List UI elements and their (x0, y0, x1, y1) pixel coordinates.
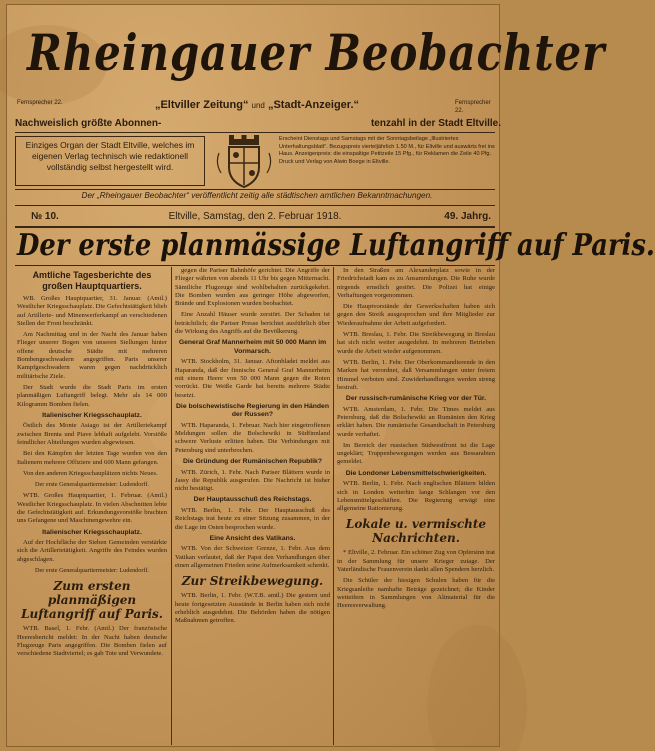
col2-heading: General Graf Mannerheim mit 50 000 Mann im Vormarsch. (178, 339, 327, 355)
col1-signature: Der erste Generalquartiermeister: Ludendorff. (35, 567, 149, 575)
col3-heading: Der russisch-rumänische Krieg vor der Tür. (345, 395, 487, 403)
proof-left: Nachweislich größte Abonnen- (15, 118, 162, 129)
col2-big-subhead: Zur Streikbewegung. (181, 574, 324, 589)
phone-left: Fernsprecher 22. (17, 100, 63, 106)
col1-heading: Amtliche Tagesberichte des großen Hauptquartiers. (32, 270, 152, 291)
col3-paragraph: Die Schüler der hiesigen Schulen haben für die Kriegsanleihe namhafte Beträge gezeichnet; die Kinder wetteifern in Sammlungen von Altmaterial für die Heeresverwaltung. (337, 577, 495, 610)
col2-heading: Die Gründung der Rumänischen Republik? (183, 458, 322, 466)
col2-paragraph: WTB. Zürich, 1. Febr. Nach Pariser Blättern wurde in Jassy die Republik ausgerufen. Die Nachricht ist bisher nicht bestätigt. (175, 468, 330, 493)
col1-paragraph: Von den anderen Kriegsschauplätzen nichts Neues. (23, 469, 158, 477)
masthead-title: Rheingauer Beobachter (27, 23, 606, 82)
column-3 (337, 267, 495, 745)
proof-right: tenzahl in der Stadt Eltville. (370, 118, 501, 129)
col2-heading: Die bolschewistische Regierung in den Händen der Russen? (176, 402, 329, 419)
col2-paragraph: WTB. Von der Schweizer Grenze, 1. Febr. Aus dem Vatikan verlautet, daß der Papst den Verhandlungen über einen allgemeinen Frieden seine Aufmerksamkeit schenkt. (175, 545, 330, 569)
col2-paragraph: WTB. Stockholm, 31. Januar. Aftonbladet meldet aus Haparanda, daß der finnische General Graf Mannerheim mit einem Heere von 50 000 Mann gegen die Roten vorrückt. Die Weiße Garde hat bereits mehrere Städte besetzt. (175, 358, 330, 399)
circulation-claim (15, 118, 501, 130)
col1-paragraph: WTB. Basel, 1. Febr. (Amtl.) Der französische Heeresbericht meldet: In der Nacht haben deutsche Flugzeuge Paris angegriffen. Die Bomben fielen auf verschiedene Stadtviertel; es gab Tote und Verwundete. (17, 625, 167, 658)
col1-paragraph: WTB. Großes Hauptquartier, 1. Februar. (Amtl.) Westlicher Kriegsschauplatz. In vielen Abschnitten lebte die Gefechtstätigkeit auf. Erkundungsvorstöße brachten uns Gefangene und Maschinengewehre ein. (17, 492, 167, 525)
rule-headline (15, 265, 495, 266)
col3-paragraph: * Eltville, 2. Februar. Ein schöner Zug von Opfersinn trat in der Sammlung für unsere Krieger zutage. Der Vaterländische Frauenverein dankt allen Spendern herzlich. (337, 549, 495, 574)
col3-paragraph: WTB. Breslau, 1. Febr. Die Streikbewegung in Breslau hat sich nicht weiter ausgedehnt. In mehreren Betrieben wurde die Arbeit wieder aufgenommen. (337, 331, 495, 355)
col3-paragraph: WTB. Amsterdam, 1. Febr. Die Times meldet aus Petersburg, daß die Bolschewiki an Rumänien den Krieg erklärt haben. Die rumänische Gesandtschaft in Petersburg wurde verhaftet. (337, 405, 495, 438)
rule-mid (15, 189, 495, 190)
main-headline: Der erste planmässige Luftangriff auf Paris. (17, 228, 655, 263)
phone-right: Fernsprecher 22. (455, 100, 491, 114)
column-separator-1 (171, 267, 172, 745)
col1-big-subhead: Zum ersten planmäßigen Luftangriff auf Paris. (21, 579, 163, 622)
col3-heading: Die Londoner Lebensmittelschwierigkeiten. (345, 469, 487, 477)
organ-box: Einziges Organ der Stadt Eltville, welches im eigenen Verlag technisch wie redaktionell vollständig selbst hergestellt wird. (15, 136, 205, 186)
col1-paragraph: Bei den Kämpfen der letzten Tage wurden von den Italienern mehrere Offiziere und 600 Mann gefangen. (17, 450, 167, 466)
official-notice-line: Der „Rheingauer Beobachter“ veröffentlicht zeitig alle städtischen amtlichen Bekanntmachungen. (81, 191, 433, 200)
col3-paragraph: WTB. Berlin, 1. Febr. Nach englischen Blättern bilden sich in London weiterhin lange Schlangen vor den Lebensmittelgeschäften. Die Regierung erwägt eine allgemeine Rationierung. (337, 480, 495, 513)
subtitle-left: „Eltviller Zeitung“ (154, 99, 249, 111)
col2-paragraph: WTB. Berlin, 1. Febr. (W.T.B. amtl.) Die gestern und heute fortgesetzten Ausstände in Berlin haben sich nicht erheblich ausgedehnt. Die Behörden haben die nötigen Maßnahmen getroffen. (175, 592, 330, 625)
subtitle-right: „Stadt-Anzeiger.“ (267, 99, 360, 111)
col1-signature: Der erste Generalquartiermeister: Ludendorff. (35, 481, 149, 489)
volume-year: 49. Jahrg. (444, 211, 491, 222)
col1-paragraph: Auf der Hochfläche der Sieben Gemeinden verstärkte sich die Artillerietätigkeit. Angriffe des Feindes wurden abgeschlagen. (17, 539, 167, 563)
col2-paragraph: Eine Anzahl Häuser wurde zerstört. Der Schaden ist beträchtlich; die Pariser Presse berichtet ausführlich über die Wirkung des Angriffs auf die Bevölkerung. (175, 311, 330, 336)
col3-paragraph: Die Hauptvorstände der Gewerkschaften haben sich gegen den Streik ausgesprochen und ihre Mitglieder zur Wiederaufnahme der Arbeit aufgefordert. (337, 303, 495, 327)
col2-paragraph: gegen die Pariser Bahnhöfe gerichtet. Die Angriffe der Flieger währten von abends 11 Uhr bis gegen Mitternacht. Sämtliche Flugzeuge sind wohlbehalten zurückgekehrt. Die Bomben wurden aus geringer Höhe abgeworfen, Brände und Explosionen wurden beobachtet. (175, 267, 330, 308)
issue-number: № 10. (31, 211, 59, 222)
col2-heading: Der Hauptausschuß des Reichstags. (193, 496, 312, 504)
col3-paragraph: In den Straßen am Alexanderplatz sowie in der Friedrichstadt kam es zu Ansammlungen. Die Ruhe wurde nirgends ernstlich gestört. Die Polizei hat einige Verhaftungen vorgenommen. (337, 267, 495, 299)
col1-paragraph: Am Nachmittag und in der Nacht des Januar haben Flieger unserer Bogen von unseren Stellungen hinter offene deutsche Städte mit mehreren Bombengeschwadern angegriffen. Paris unserer Kampfgeschwadern waren gegen nachdrücklich militärische Ziele. (17, 331, 167, 380)
newspaper-page (6, 4, 655, 747)
col1-subhead: Italienischer Kriegsschauplatz. (42, 411, 142, 419)
subscription-info: Erscheint Dienstags und Samstags mit der Sonntagsbeilage „Illustriertes Unterhaltungsblatt“. Bezugspreis vierteljährlich 1.50 M., für Eltville und auswärts frei ins Haus. Anzeigenpreis: die einspaltige Petitzeile 15 Pfg., für Reklamen die Zeile 40 Pfg. Druck und Verlag von Alwin Boege in Eltville. (279, 136, 495, 165)
col1-subhead: Italienischer Kriegsschauplatz. (42, 528, 142, 536)
col1-paragraph: WB. Großes Hauptquartier, 31. Januar. (Amtl.) Westlicher Kriegsschauplatz. Die Gefechtstätigkeit blieb auf Artillerie- und Minenwerferkampf an verschiedenen Stellen der Front beschränkt. (17, 295, 167, 327)
col2-paragraph: WTB. Berlin, 1. Febr. Der Hauptausschuß des Reichstags trat heute zu einer Sitzung zusammen, in der die Lage im Osten besprochen wurde. (175, 506, 330, 531)
col3-paragraph: WTB. Berlin, 1. Febr. Der Oberkommandierende in den Marken hat verordnet, daß Versammlungen unter freiem Himmel verboten sind. Zuwiderhandlungen werden streng bestraft. (337, 358, 495, 391)
col1-paragraph: Östlich des Monte Asiago ist der Artilleriekampf zwischen Brenta und Piave lebhaft aufgelebt. Vorstöße feindlicher Abteilungen wurden abgewiesen. (17, 422, 167, 446)
col3-big-subhead: Lokale u. vermischte Nachrichten. (345, 517, 487, 546)
col2-paragraph: WTB. Haparanda, 1. Februar. Nach hier eingetroffenen Meldungen sollen die Bolschewiki in Südfinnland schwere Verluste erlitten haben. Die Verbindungen mit Petersburg sind unterbrochen. (175, 421, 330, 454)
city-crest-icon (215, 133, 273, 189)
dateline (15, 208, 495, 226)
column-separator-2 (333, 267, 334, 745)
column-1 (17, 267, 167, 745)
column-2 (175, 267, 330, 745)
masthead-subtitle (47, 99, 467, 112)
col2-heading: Eine Ansicht des Vatikans. (209, 534, 296, 542)
col1-paragraph: Der Stadt wurde die Stadt Paris im ersten planmäßigen Luftangriff belegt. Mehr als 14 000 Kilogramm Bomben fielen. (17, 383, 167, 408)
subtitle-mid: und (251, 101, 265, 110)
rule-date-top (15, 205, 495, 206)
place-date: Eltville, Samstag, den 2. Februar 1918. (168, 211, 342, 222)
col3-paragraph: Im Bereich der russischen Südwestfront ist die Lage ungeklärt; Truppenbewegungen werden aus Bessarabien gemeldet. (337, 441, 495, 466)
